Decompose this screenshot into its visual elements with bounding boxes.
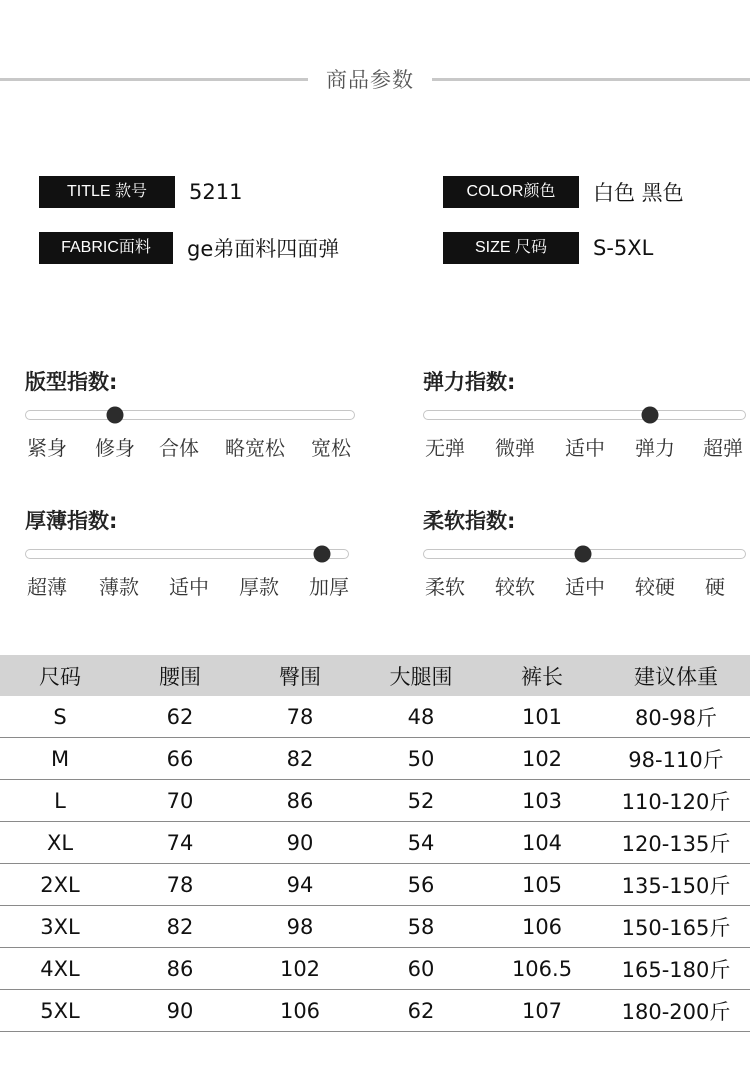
param-size [443,232,653,264]
table-cell: L [0,780,120,822]
table-cell: 107 [482,990,602,1032]
table-cell: 80-98斤 [602,696,750,738]
index-softness [423,505,746,601]
param-color-value: 白色 黑色 [593,181,684,205]
table-cell: 54 [360,822,482,864]
header-divider-left [0,78,308,81]
index-fit-track [25,410,355,420]
table-cell: 62 [360,990,482,1032]
index-thickness-options [25,571,349,601]
table-cell: 66 [120,738,240,780]
table-cell: 180-200斤 [602,990,750,1032]
index-thickness-knob [314,546,331,563]
index-fit-option: 略宽松 [225,436,285,460]
index-thickness-option: 薄款 [99,575,139,599]
table-cell: M [0,738,120,780]
index-elastic-option: 超弹 [703,436,743,460]
param-color [443,176,684,208]
param-title-tag: TITLE 款号 [39,176,175,208]
table-cell: 60 [360,948,482,990]
table-cell: 90 [240,822,360,864]
param-fabric [39,232,339,264]
table-cell: 106.5 [482,948,602,990]
table-header-row [0,655,750,696]
index-softness-option: 适中 [565,575,605,599]
table-cell: 50 [360,738,482,780]
header-divider-right [432,78,750,81]
table-cell: 78 [240,696,360,738]
table-cell: 103 [482,780,602,822]
index-thickness-option: 厚款 [239,575,279,599]
table-cell: 98-110斤 [602,738,750,780]
index-elastic [423,366,746,462]
column-header: 大腿围 [360,655,482,696]
column-header: 建议体重 [602,655,750,696]
index-elastic-knob [642,407,659,424]
table-cell: 104 [482,822,602,864]
index-fit-options [25,432,355,462]
table-cell: S [0,696,120,738]
section-title: 商品参数 [326,68,414,92]
table-cell: 94 [240,864,360,906]
table-cell: 82 [240,738,360,780]
table-cell: 165-180斤 [602,948,750,990]
param-title-value: 5211 [189,180,243,204]
table-cell: XL [0,822,120,864]
index-elastic-options [423,432,746,462]
index-thickness-option: 超薄 [27,575,67,599]
table-cell: 98 [240,906,360,948]
table-cell: 4XL [0,948,120,990]
param-fabric-tag: FABRIC面料 [39,232,173,264]
table-cell: 78 [120,864,240,906]
table-row [0,864,750,906]
table-cell: 82 [120,906,240,948]
index-elastic-option: 适中 [565,436,605,460]
table-cell: 120-135斤 [602,822,750,864]
index-fit-option: 修身 [95,436,135,460]
index-elastic-option: 弹力 [635,436,675,460]
index-thickness-track [25,549,349,559]
size-table [0,655,750,1032]
index-softness-option: 较软 [495,575,535,599]
index-thickness-option: 适中 [169,575,209,599]
table-row [0,990,750,1032]
param-size-tag: SIZE 尺码 [443,232,579,264]
param-color-tag: COLOR颜色 [443,176,579,208]
table-cell: 5XL [0,990,120,1032]
index-fit-option: 宽松 [311,436,351,460]
table-row [0,780,750,822]
index-elastic-option: 无弹 [425,436,465,460]
table-row [0,822,750,864]
table-cell: 74 [120,822,240,864]
index-softness-knob [574,546,591,563]
column-header: 腰围 [120,655,240,696]
index-softness-option: 较硬 [635,575,675,599]
table-cell: 102 [482,738,602,780]
column-header: 裤长 [482,655,602,696]
param-title [39,176,242,208]
param-size-value: S-5XL [593,236,654,260]
table-cell: 86 [240,780,360,822]
table-row [0,738,750,780]
index-fit-option: 紧身 [27,436,67,460]
table-cell: 102 [240,948,360,990]
table-cell: 62 [120,696,240,738]
column-header: 臀围 [240,655,360,696]
table-body [0,696,750,1032]
index-thickness [25,505,349,601]
index-thickness-option: 加厚 [309,575,349,599]
index-elastic-track [423,410,746,420]
index-fit-knob [106,407,123,424]
table-row [0,906,750,948]
table-cell: 150-165斤 [602,906,750,948]
index-softness-option: 硬 [705,575,725,599]
table-cell: 110-120斤 [602,780,750,822]
index-softness-options [423,571,746,601]
table-cell: 90 [120,990,240,1032]
table-cell: 3XL [0,906,120,948]
table-cell: 135-150斤 [602,864,750,906]
table-cell: 86 [120,948,240,990]
index-elastic-option: 微弹 [495,436,535,460]
index-softness-track [423,549,746,559]
index-fit [25,366,355,462]
table-row [0,696,750,738]
index-fit-option: 合体 [159,436,199,460]
table-cell: 56 [360,864,482,906]
table-cell: 70 [120,780,240,822]
index-fit-title: 版型指数: [25,370,118,394]
index-softness-title: 柔软指数: [423,509,516,533]
column-header: 尺码 [0,655,120,696]
table-row [0,948,750,990]
table-cell: 106 [240,990,360,1032]
index-softness-option: 柔软 [425,575,465,599]
table-cell: 106 [482,906,602,948]
table-cell: 101 [482,696,602,738]
table-cell: 2XL [0,864,120,906]
table-cell: 58 [360,906,482,948]
index-thickness-title: 厚薄指数: [25,509,118,533]
table-cell: 48 [360,696,482,738]
table-cell: 52 [360,780,482,822]
table-cell: 105 [482,864,602,906]
index-elastic-title: 弹力指数: [423,370,516,394]
param-fabric-value: ge弟面料四面弹 [187,237,340,261]
